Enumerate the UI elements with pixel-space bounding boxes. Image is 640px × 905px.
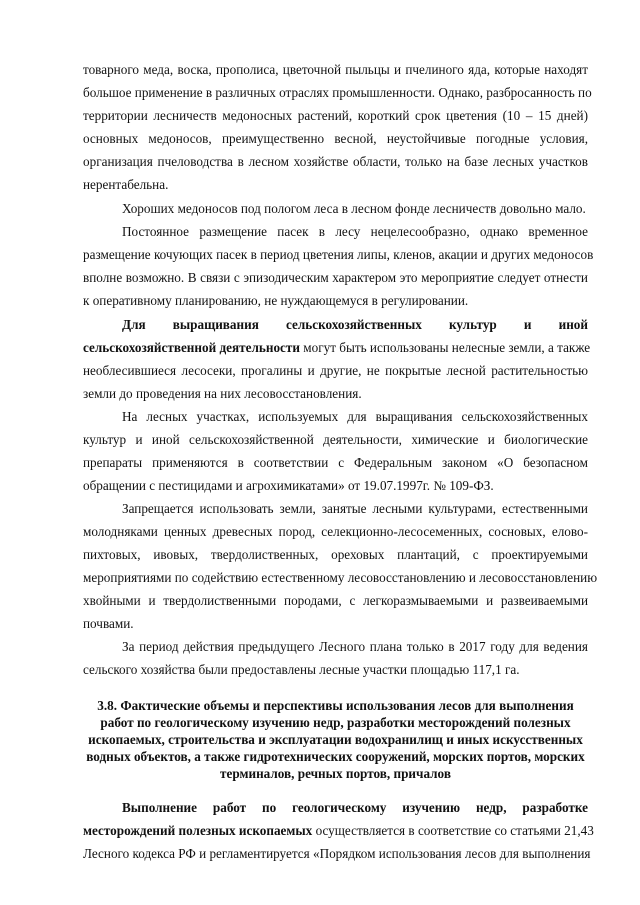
text-line: культур и иной сельскохозяйственной деятельности, химические и биологические — [83, 432, 588, 447]
text-line: молодняками ценных древесных пород, селекционно-лесосеменных, сосновых, елово- — [83, 524, 588, 539]
text-line: хвойными и твердолиственными породами, с легкоразмываемыми и развеиваемыми — [83, 593, 588, 608]
text-line: мероприятиями по содействию естественному лесовосстановлению и лесовосстановлению — [83, 570, 598, 585]
text-line-mixed: сельскохозяйственной деятельности могут быть использованы нелесные земли, а также — [83, 340, 591, 355]
text-line: препараты применяются в соответствии с Федеральным законом «О безопасном — [83, 455, 588, 470]
text-line: обращении с пестицидами и агрохимикатами» от 19.07.1997г. № 109-ФЗ. — [83, 478, 494, 493]
text-line: вполне возможно. В связи с эпизодическим характером это мероприятие следует отнести — [83, 270, 588, 285]
text-line: Лесного кодекса РФ и регламентируется «Порядком использования лесов для выполнения — [83, 846, 591, 861]
text-line: почвами. — [83, 616, 134, 631]
text-line: большое применение в различных отраслях промышленности. Однако, разбросанность по — [83, 85, 592, 100]
text-line: За период действия предыдущего Лесного плана только в 2017 году для ведения — [122, 639, 588, 654]
text-line: Постоянное размещение пасек в лесу нецелесообразно, однако временное — [122, 224, 588, 239]
section-heading-line: водных объектов, а также гидротехнических сооружений, морских портов, морских — [86, 749, 585, 764]
text-line: пихтовых, ивовых, твердолиственных, ореховых плантаций, с проектируемыми — [83, 547, 588, 562]
text-line-bold: Для выращивания сельскохозяйственных культур и иной — [122, 317, 588, 332]
text-line: Запрещается использовать земли, занятые лесными культурами, естественными — [122, 501, 588, 516]
text-line: к оперативному планированию, не нуждающемуся в регулировании. — [83, 293, 469, 308]
text-line: территории лесничеств медоносных растений, короткий срок цветения (10 – 15 дней) — [83, 108, 588, 123]
text-line: товарного меда, воска, прополиса, цветочной пыльцы и пчелиного яда, которые находят — [83, 62, 588, 77]
text-line: необлесившиеся лесосеки, прогалины и другие, не покрытые лесной растительностью — [83, 363, 588, 378]
text-line-mixed: месторождений полезных ископаемых осуществляется в соответствие со статьями 21,43 — [83, 823, 594, 838]
section-heading-line: 3.8. Фактические объемы и перспективы использования лесов для выполнения — [97, 698, 574, 713]
text-line: организация пчеловодства в лесном хозяйстве области, только на базе лесных участков — [83, 154, 588, 169]
section-heading-line: работ по геологическому изучению недр, разработки месторождений полезных — [100, 715, 571, 730]
text-line: Хороших медоносов под пологом леса в лесном фонде лесничеств довольно мало. — [122, 201, 586, 216]
section-heading-line: терминалов, речных портов, причалов — [220, 766, 451, 781]
text-line: основных медоносов, преимущественно весной, неустойчивые погодные условия, — [83, 131, 588, 146]
text-line: На лесных участках, используемых для выращивания сельскохозяйственных — [122, 409, 588, 424]
text-line: сельского хозяйства были предоставлены лесные участки площадью 117,1 га. — [83, 662, 520, 677]
text-line: земли до проведения на них лесовосстановления. — [83, 386, 362, 401]
section-heading-line: ископаемых, строительства и эксплуатации водохранилищ и иных искусственных — [88, 732, 583, 747]
text-line-bold: Выполнение работ по геологическому изучению недр, разработке — [122, 800, 588, 815]
text-line: нерентабельна. — [83, 177, 169, 192]
text-line: размещение кочующих пасек в период цветения липы, кленов, акации и других медоносов — [83, 247, 594, 262]
